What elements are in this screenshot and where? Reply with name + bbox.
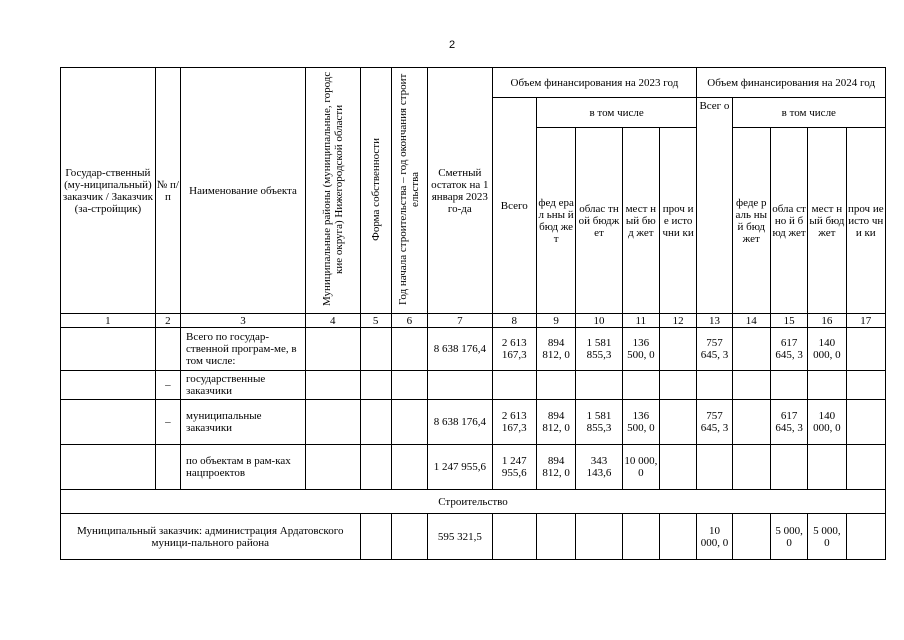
cell-regional-2023: 1 581 855,3 (576, 400, 622, 445)
section-title: Строительство (61, 490, 886, 514)
cell-regional-2023: 343 143,6 (576, 445, 622, 490)
column-number: 5 (360, 314, 391, 328)
cell-other-2024 (846, 514, 885, 560)
header-including-2023: в том числе (536, 98, 696, 128)
column-number: 2 (155, 314, 180, 328)
cell-total-2024 (697, 445, 732, 490)
cell-num: – (155, 371, 180, 400)
cell-total-2023: 2 613 167,3 (492, 328, 536, 371)
cell-total-2024: 10 000, 0 (697, 514, 732, 560)
cell-ownership (360, 371, 391, 400)
header-districts-text: Муниципальные районы (муниципальные, городские округа) Нижегородской области (320, 71, 345, 307)
page-number: 2 (448, 39, 456, 51)
cell-local-2023: 136 500, 0 (622, 328, 659, 371)
cell-federal-2024 (732, 514, 770, 560)
cell-regional-2023: 1 581 855,3 (576, 328, 622, 371)
column-number: 12 (659, 314, 696, 328)
header-other-2023: проч ие исто чни ки (659, 128, 696, 314)
cell-total-2023: 1 247 955,6 (492, 445, 536, 490)
cell-estimate: 8 638 176,4 (428, 400, 493, 445)
cell-local-2023 (622, 371, 659, 400)
header-federal-2024: феде раль ный бюд жет (732, 128, 770, 314)
header-regional-2024: обла стно й бюд жет (770, 128, 807, 314)
column-number: 8 (492, 314, 536, 328)
cell-local-2023 (622, 514, 659, 560)
cell-customer (61, 445, 156, 490)
cell-other-2024 (846, 400, 885, 445)
cell-local-2023: 10 000, 0 (622, 445, 659, 490)
cell-total-2024 (697, 371, 732, 400)
header-fin2024: Объем финансирования на 2024 год (697, 68, 886, 98)
column-number: 9 (536, 314, 575, 328)
cell-num (155, 328, 180, 371)
column-number: 17 (846, 314, 885, 328)
cell-ownership (360, 400, 391, 445)
header-regional-2023: облас тной бюдж ет (576, 128, 622, 314)
cell-federal-2023 (536, 514, 575, 560)
cell-other-2023 (659, 445, 696, 490)
cell-regional-2024 (770, 445, 807, 490)
cell-other-2024 (846, 328, 885, 371)
financing-table (60, 67, 886, 560)
column-number: 7 (428, 314, 493, 328)
cell-customer (61, 400, 156, 445)
cell-regional-2024: 5 000, 0 (770, 514, 807, 560)
column-number: 15 (770, 314, 807, 328)
table-row (61, 400, 886, 445)
cell-estimate (428, 371, 493, 400)
cell-federal-2024 (732, 371, 770, 400)
cell-total-2023 (492, 514, 536, 560)
cell-customer (61, 371, 156, 400)
cell-district (306, 400, 360, 445)
cell-regional-2023 (576, 371, 622, 400)
cell-local-2024: 140 000, 0 (808, 328, 846, 371)
header-other-2024: проч ие исто чни ки (846, 128, 885, 314)
column-number: 10 (576, 314, 622, 328)
column-number: 6 (391, 314, 427, 328)
cell-object-name: по объектам в рам-ках нацпроектов (181, 445, 306, 490)
cell-years (391, 400, 427, 445)
cell-estimate: 1 247 955,6 (428, 445, 493, 490)
cell-estimate: 595 321,5 (428, 514, 493, 560)
cell-other-2023 (659, 371, 696, 400)
cell-total-2023 (492, 371, 536, 400)
column-number-row (61, 314, 886, 328)
header-object-name: Наименование объекта (181, 68, 306, 314)
header-num: № п/ п (155, 68, 180, 314)
column-number: 1 (61, 314, 156, 328)
cell-years (391, 328, 427, 371)
cell-ownership (360, 514, 391, 560)
column-number: 4 (306, 314, 360, 328)
cell-other-2023 (659, 400, 696, 445)
cell-regional-2024: 617 645, 3 (770, 328, 807, 371)
column-number: 14 (732, 314, 770, 328)
cell-other-2024 (846, 445, 885, 490)
cell-years (391, 371, 427, 400)
cell-estimate: 8 638 176,4 (428, 328, 493, 371)
cell-other-2023 (659, 514, 696, 560)
cell-num: – (155, 400, 180, 445)
header-local-2024: мест ный бюд жет (808, 128, 846, 314)
cell-local-2023: 136 500, 0 (622, 400, 659, 445)
cell-regional-2024: 617 645, 3 (770, 400, 807, 445)
header-federal-2023: фед ерал ьны й бюд жет (536, 128, 575, 314)
header-fin2023: Объем финансирования на 2023 год (492, 68, 697, 98)
table-row (61, 371, 886, 400)
cell-local-2024: 5 000, 0 (808, 514, 846, 560)
cell-ownership (360, 445, 391, 490)
header-years-text: Год начала строительства – год окончания строительства (397, 73, 422, 305)
cell-num (155, 445, 180, 490)
header-local-2023: мест ный бюд жет (622, 128, 659, 314)
section-row (61, 490, 886, 514)
column-number: 16 (808, 314, 846, 328)
column-number: 11 (622, 314, 659, 328)
header-total-2023: Всего (492, 98, 536, 314)
cell-federal-2024 (732, 400, 770, 445)
header-ownership-text: Форма собственности (369, 137, 382, 241)
cell-ownership (360, 328, 391, 371)
column-number: 3 (181, 314, 306, 328)
header-customer: Государ-ственный (му-ниципальный) заказчик / Заказчик (за-стройщик) (61, 68, 156, 314)
table-row (61, 445, 886, 490)
cell-other-2024 (846, 371, 885, 400)
cell-object-name: государственные заказчики (181, 371, 306, 400)
cell-total-2023: 2 613 167,3 (492, 400, 536, 445)
header-years (391, 68, 427, 314)
cell-total-2024: 757 645, 3 (697, 328, 732, 371)
cell-years (391, 445, 427, 490)
cell-federal-2024 (732, 445, 770, 490)
header-including-2024: в том числе (732, 98, 885, 128)
cell-district (306, 445, 360, 490)
header-ownership (360, 68, 391, 314)
header-districts (306, 68, 360, 314)
cell-local-2024 (808, 371, 846, 400)
cell-total-2024: 757 645, 3 (697, 400, 732, 445)
cell-local-2024 (808, 445, 846, 490)
column-number: 13 (697, 314, 732, 328)
cell-federal-2023: 894 812, 0 (536, 328, 575, 371)
cell-federal-2023: 894 812, 0 (536, 445, 575, 490)
cell-district (306, 371, 360, 400)
cell-federal-2023: 894 812, 0 (536, 400, 575, 445)
municipal-customer-name: Муниципальный заказчик: администрация Ардатовского муници-пального района (61, 514, 361, 560)
cell-district (306, 328, 360, 371)
cell-regional-2023 (576, 514, 622, 560)
header-total-2024: Всег о (697, 98, 732, 314)
cell-federal-2023 (536, 371, 575, 400)
cell-object-name: муниципальные заказчики (181, 400, 306, 445)
cell-federal-2024 (732, 328, 770, 371)
cell-other-2023 (659, 328, 696, 371)
cell-years (391, 514, 427, 560)
cell-customer (61, 328, 156, 371)
header-estimate: Сметный остаток на 1 января 2023 го-да (428, 68, 493, 314)
cell-regional-2024 (770, 371, 807, 400)
cell-object-name: Всего по государ-ственной програм-ме, в том числе: (181, 328, 306, 371)
table-row (61, 328, 886, 371)
municipal-customer-row (61, 514, 886, 560)
cell-local-2024: 140 000, 0 (808, 400, 846, 445)
